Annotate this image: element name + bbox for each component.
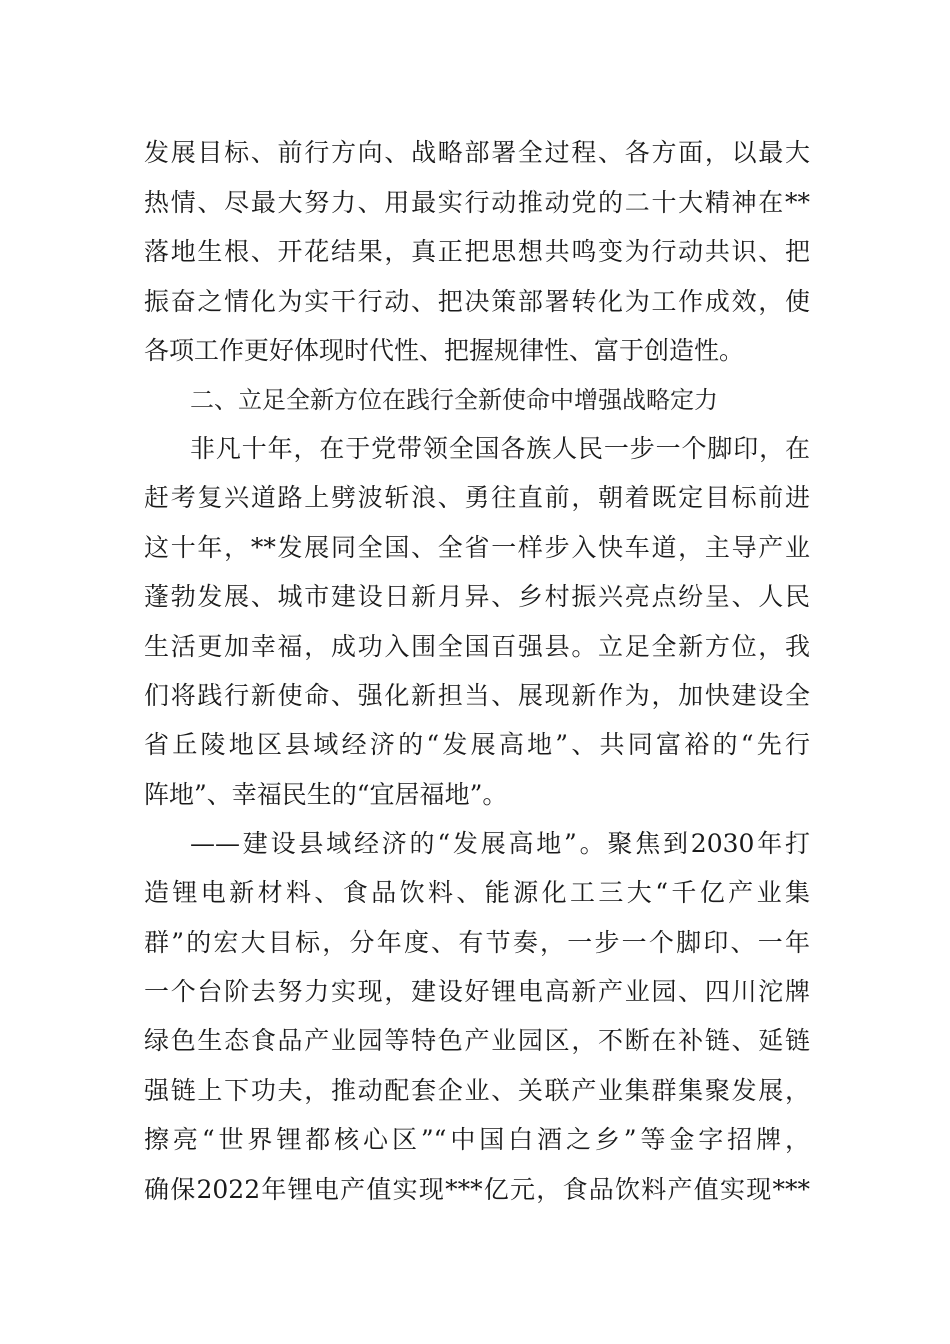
paragraph-line: 阵地”、幸福民生的“宜居福地”。 bbox=[144, 780, 508, 809]
paragraph-line: 生活更加幸福，成功入围全国百强县。立足全新方位，我 bbox=[144, 632, 810, 661]
paragraph-line: 省丘陵地区县域经济的“发展高地”、共同富裕的“先行 bbox=[144, 730, 810, 759]
paragraph-first-line: ——建设县域经济的“发展高地”。聚焦到2030年打 bbox=[190, 829, 810, 858]
paragraph-first-line: 非凡十年，在于党带领全国各族人民一步一个脚印，在 bbox=[190, 434, 810, 463]
paragraph-line: 擦亮“世界锂都核心区”“中国白酒之乡”等金字招牌， bbox=[144, 1125, 810, 1154]
paragraph-line: 一个台阶去努力实现，建设好锂电高新产业园、四川沱牌 bbox=[144, 977, 810, 1006]
paragraph-line: 各项工作更好体现时代性、把握规律性、富于创造性。 bbox=[144, 336, 745, 365]
paragraph-line: 们将践行新使命、强化新担当、展现新作为，加快建设全 bbox=[144, 681, 810, 710]
paragraph-line: 造锂电新材料、食品饮料、能源化工三大“千亿产业集 bbox=[144, 878, 810, 907]
paragraph-line: 蓬勃发展、城市建设日新月异、乡村振兴亮点纷呈、人民 bbox=[144, 582, 810, 611]
paragraph-line: 发展目标、前行方向、战略部署全过程、各方面，以最大 bbox=[144, 138, 810, 167]
paragraph-line: 振奋之情化为实干行动、把决策部署转化为工作成效，使 bbox=[144, 287, 810, 316]
paragraph-line: 赶考复兴道路上劈波斩浪、勇往直前，朝着既定目标前进 bbox=[144, 483, 810, 512]
paragraph-line: 群”的宏大目标，分年度、有节奏，一步一个脚印、一年 bbox=[144, 928, 810, 957]
paragraph-line: 落地生根、开花结果，真正把思想共鸣变为行动共识、把 bbox=[144, 237, 810, 266]
paragraph-line: 这十年，**发展同全国、全省一样步入快车道，主导产业 bbox=[144, 533, 810, 562]
paragraph-line: 确保2022年锂电产值实现***亿元，食品饮料产值实现*** bbox=[144, 1175, 810, 1204]
paragraph-line: 绿色生态食品产业园等特色产业园区，不断在补链、延链 bbox=[144, 1026, 810, 1055]
section-heading: 二、立足全新方位在践行全新使命中增强战略定力 bbox=[190, 386, 718, 414]
paragraph-line: 强链上下功夫，推动配套企业、关联产业集群集聚发展， bbox=[144, 1076, 810, 1105]
paragraph-line: 热情、尽最大努力、用最实行动推动党的二十大精神在** bbox=[144, 188, 810, 217]
